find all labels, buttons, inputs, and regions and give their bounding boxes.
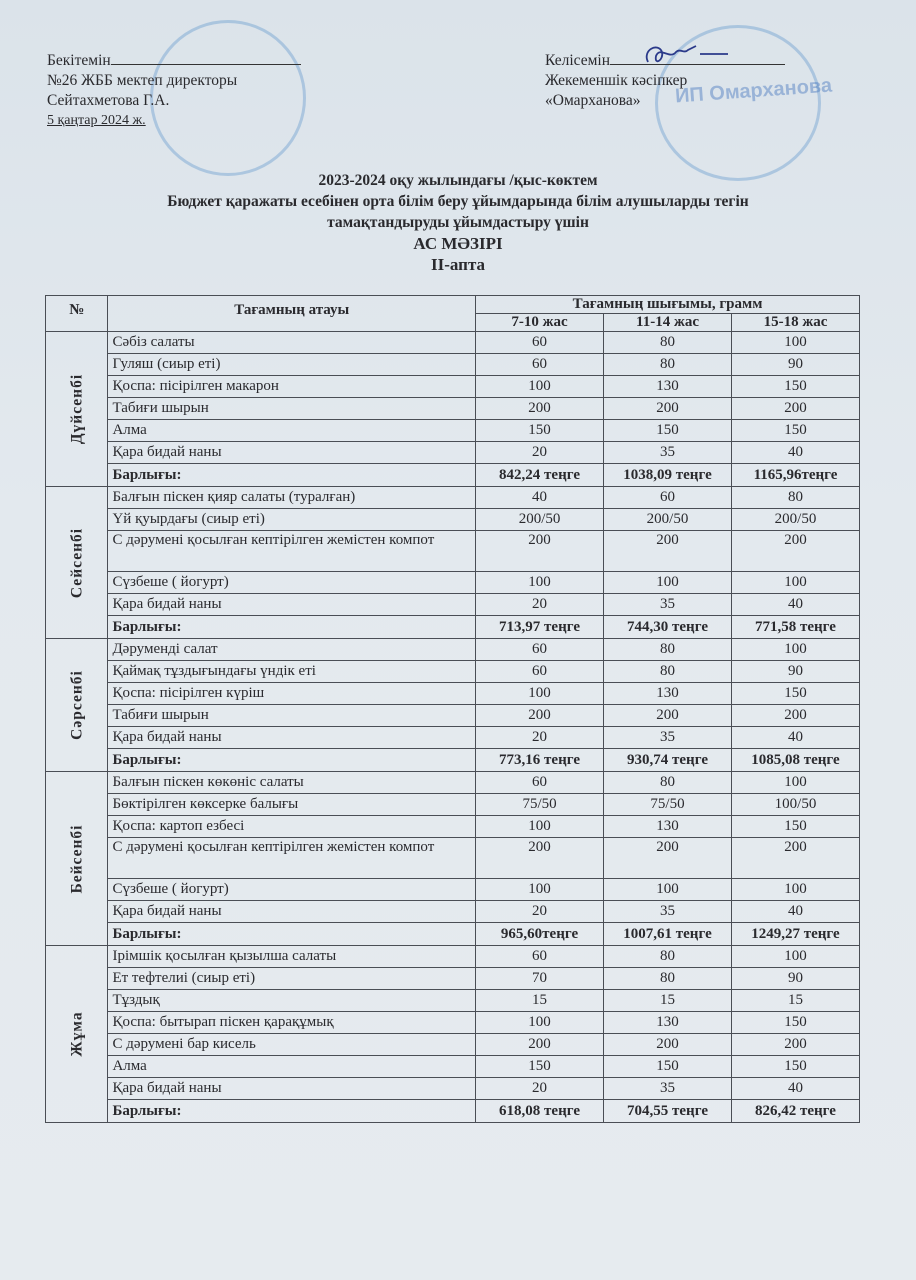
portion-grams: 40 [732,594,860,616]
portion-grams: 15 [476,990,604,1012]
portion-grams: 20 [476,727,604,749]
portion-grams: 60 [476,354,604,376]
total-cost: 826,42 теңге [732,1100,860,1123]
portion-grams: 100 [604,572,732,594]
dish-name: Балғын піскен қияр салаты (туралған) [108,487,476,509]
portion-grams: 90 [732,354,860,376]
portion-grams: 200 [604,398,732,420]
table-row [46,376,860,398]
dish-name: Гуляш (сиыр еті) [108,354,476,376]
table-row [46,879,860,901]
menu-table [45,295,860,1123]
dish-name: Қара бидай наны [108,594,476,616]
dish-name: Сүзбеше ( йогурт) [108,879,476,901]
portion-grams: 40 [732,727,860,749]
total-label: Барлығы: [108,464,476,487]
portion-grams: 75/50 [604,794,732,816]
approval-label: Бекітемін [47,52,111,69]
total-cost: 618,08 теңге [476,1100,604,1123]
dish-name: Сәбіз салаты [108,332,476,354]
portion-grams: 20 [476,594,604,616]
table-row [46,705,860,727]
portion-grams: 150 [732,1056,860,1078]
portion-grams: 150 [732,1012,860,1034]
portion-grams: 40 [732,1078,860,1100]
total-row [46,749,860,772]
table-row [46,816,860,838]
portion-grams: 100 [476,879,604,901]
portion-grams: 80 [604,639,732,661]
dish-name: Қара бидай наны [108,901,476,923]
day-cell [46,772,108,946]
portion-grams: 100 [476,572,604,594]
total-row [46,464,860,487]
dish-name: Үй қуырдағы (сиыр еті) [108,509,476,531]
total-label: Барлығы: [108,1100,476,1123]
title-purpose-cont: тамақтандыруды ұйымдастыру үшін [327,214,589,231]
total-cost: 930,74 теңге [604,749,732,772]
portion-grams: 40 [476,487,604,509]
portion-grams: 35 [604,1078,732,1100]
approval-person: Сейтахметова Г.А. [47,92,170,109]
portion-grams: 35 [604,442,732,464]
portion-grams: 200/50 [476,509,604,531]
portion-grams: 150 [476,420,604,442]
day-label: Жұма [68,1011,86,1057]
table-row [46,968,860,990]
portion-grams: 200 [604,1034,732,1056]
dish-name: Қара бидай наны [108,442,476,464]
table-row [46,990,860,1012]
portion-grams: 150 [604,420,732,442]
table-row [46,727,860,749]
portion-grams: 20 [476,901,604,923]
day-cell [46,639,108,772]
dish-name: С дәрумені қосылған кептірілген жемістен компот [108,838,476,879]
portion-grams: 90 [732,661,860,683]
portion-grams: 35 [604,727,732,749]
total-cost: 713,97 теңге [476,616,604,639]
total-row [46,1100,860,1123]
portion-grams: 80 [732,487,860,509]
total-cost: 771,58 теңге [732,616,860,639]
dish-name: Қаймақ тұздығындағы үндік еті [108,661,476,683]
portion-grams: 100 [732,772,860,794]
signature-line [610,50,785,65]
portion-grams: 100 [732,572,860,594]
portion-grams: 130 [604,376,732,398]
table-row [46,509,860,531]
portion-grams: 100 [476,683,604,705]
table-row [46,794,860,816]
total-cost: 1007,61 теңге [604,923,732,946]
agreement-position: Жекеменшік кәсіпкер [545,72,688,89]
table-row [46,772,860,794]
dish-name: Бөктірілген көксерке балығы [108,794,476,816]
portion-grams: 200 [732,705,860,727]
table-row [46,594,860,616]
dish-name: Ірімшік қосылған қызылша салаты [108,946,476,968]
portion-grams: 60 [476,332,604,354]
total-row [46,616,860,639]
total-cost: 773,16 теңге [476,749,604,772]
portion-grams: 200 [604,531,732,572]
title-week: ІІ-апта [430,255,486,274]
portion-grams: 80 [604,661,732,683]
table-row [46,661,860,683]
table-row [46,531,860,572]
dish-name: Қоспа: пісірілген күріш [108,683,476,705]
approval-date: 5 қаңтар 2024 ж. [47,113,146,128]
total-cost: 965,60теңге [476,923,604,946]
portion-grams: 100 [476,816,604,838]
portion-grams: 90 [732,968,860,990]
total-cost: 744,30 теңге [604,616,732,639]
day-cell [46,946,108,1123]
portion-grams: 60 [604,487,732,509]
portion-grams: 200 [732,531,860,572]
portion-grams: 75/50 [476,794,604,816]
table-row [46,420,860,442]
header-dish-name: Тағамның атауы [108,296,476,332]
portion-grams: 200 [476,398,604,420]
portion-grams: 80 [604,968,732,990]
day-label: Бейсенбі [68,824,86,893]
header-number: № [46,296,108,332]
portion-grams: 100/50 [732,794,860,816]
portion-grams: 60 [476,946,604,968]
portion-grams: 200 [604,838,732,879]
title-year: 2023-2024 оқу жылындағы /қыс-көктем [318,172,598,189]
total-cost: 704,55 теңге [604,1100,732,1123]
portion-grams: 80 [604,946,732,968]
dish-name: Тұздық [108,990,476,1012]
day-label: Дүйсенбі [68,373,86,445]
total-label: Барлығы: [108,923,476,946]
portion-grams: 15 [604,990,732,1012]
dish-name: Табиғи шырын [108,398,476,420]
total-cost: 1085,08 теңге [732,749,860,772]
portion-grams: 35 [604,594,732,616]
total-cost: 1038,09 теңге [604,464,732,487]
portion-grams: 150 [732,376,860,398]
portion-grams: 100 [604,879,732,901]
total-label: Барлығы: [108,616,476,639]
portion-grams: 40 [732,442,860,464]
portion-grams: 150 [732,816,860,838]
portion-grams: 200 [732,838,860,879]
dish-name: Қара бидай наны [108,1078,476,1100]
portion-grams: 130 [604,1012,732,1034]
portion-grams: 60 [476,661,604,683]
table-row [46,639,860,661]
table-row [46,838,860,879]
header-age-11-14: 11-14 жас [604,314,732,332]
portion-grams: 100 [732,879,860,901]
table-row [46,1012,860,1034]
stamp-text: ИП Омарханова [674,74,833,108]
total-cost: 1165,96теңге [732,464,860,487]
day-label: Сейсенбі [68,527,86,598]
header-age-7-10: 7-10 жас [476,314,604,332]
table-row [46,1034,860,1056]
portion-grams: 20 [476,442,604,464]
day-cell [46,487,108,639]
dish-name: Дәруменді салат [108,639,476,661]
portion-grams: 80 [604,332,732,354]
portion-grams: 200 [476,1034,604,1056]
portion-grams: 150 [732,420,860,442]
portion-grams: 200/50 [732,509,860,531]
table-row [46,1056,860,1078]
table-row [46,946,860,968]
dish-name: Сүзбеше ( йогурт) [108,572,476,594]
table-row [46,354,860,376]
day-cell [46,332,108,487]
portion-grams: 100 [732,946,860,968]
portion-grams: 150 [732,683,860,705]
total-cost: 842,24 теңге [476,464,604,487]
portion-grams: 200 [604,705,732,727]
portion-grams: 200 [732,398,860,420]
portion-grams: 100 [732,639,860,661]
dish-name: Қара бидай наны [108,727,476,749]
portion-grams: 100 [732,332,860,354]
header-age-15-18: 15-18 жас [732,314,860,332]
table-row [46,901,860,923]
dish-name: Табиғи шырын [108,705,476,727]
portion-grams: 100 [476,1012,604,1034]
approval-position: №26 ЖББ мектеп директоры [47,72,238,89]
agreement-company: «Омарханова» [545,92,641,109]
table-row [46,487,860,509]
portion-grams: 40 [732,901,860,923]
header-row [46,296,860,314]
portion-grams: 200 [476,838,604,879]
table-row [46,1078,860,1100]
approval-block [47,50,301,131]
portion-grams: 200 [476,531,604,572]
portion-grams: 100 [476,376,604,398]
portion-grams: 80 [604,354,732,376]
table-row [46,683,860,705]
table-row [46,332,860,354]
day-label: Сәрсенбі [68,670,86,740]
header-output: Тағамның шығымы, грамм [476,296,860,314]
dish-name: Ет тефтелиі (сиыр еті) [108,968,476,990]
agreement-label: Келісемін [545,52,611,69]
table-row [46,572,860,594]
portion-grams: 70 [476,968,604,990]
portion-grams: 60 [476,772,604,794]
portion-grams: 35 [604,901,732,923]
portion-grams: 80 [604,772,732,794]
signature-line [111,50,301,65]
portion-grams: 200 [732,1034,860,1056]
dish-name: Қоспа: картоп езбесі [108,816,476,838]
portion-grams: 130 [604,683,732,705]
portion-grams: 200 [476,705,604,727]
portion-grams: 20 [476,1078,604,1100]
document-title [0,170,916,275]
agreement-block [545,50,785,111]
portion-grams: 60 [476,639,604,661]
portion-grams: 200/50 [604,509,732,531]
portion-grams: 150 [604,1056,732,1078]
dish-name: Балғын піскен көкөніс салаты [108,772,476,794]
portion-grams: 130 [604,816,732,838]
total-row [46,923,860,946]
table-row [46,442,860,464]
title-purpose: Бюджет қаражаты есебінен орта білім беру ұйымдарында білім алушыларды тегін [167,193,749,210]
dish-name: С дәрумені қосылған кептірілген жемістен компот [108,531,476,572]
dish-name: Қоспа: пісірілген макарон [108,376,476,398]
dish-name: С дәрумені бар кисель [108,1034,476,1056]
dish-name: Алма [108,420,476,442]
portion-grams: 150 [476,1056,604,1078]
portion-grams: 15 [732,990,860,1012]
dish-name: Алма [108,1056,476,1078]
title-menu: АС МӘЗІРІ [413,234,503,253]
table-row [46,398,860,420]
total-label: Барлығы: [108,749,476,772]
total-cost: 1249,27 теңге [732,923,860,946]
dish-name: Қоспа: бытырап піскен қарақұмық [108,1012,476,1034]
